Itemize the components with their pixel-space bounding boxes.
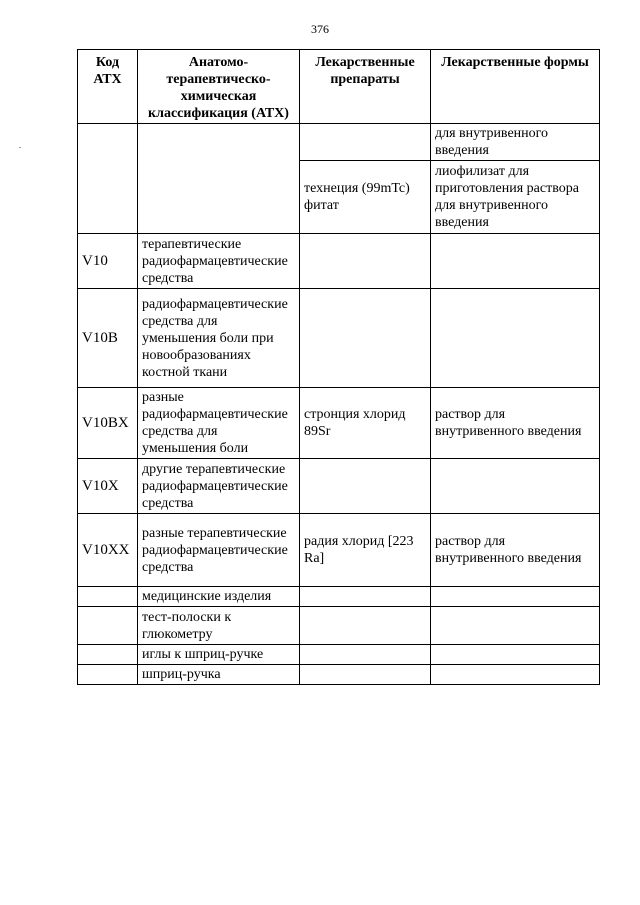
cell-form	[431, 234, 600, 289]
table-header-row	[78, 50, 600, 124]
cell-code: V10BX	[78, 388, 138, 459]
cell-classification: тест-полоски к глюкометру	[138, 607, 300, 645]
cell-form	[431, 645, 600, 665]
cell-drug	[300, 645, 431, 665]
header-atx-classification: Анатомо-терапевтическо-химическая классификация (АТХ)	[138, 50, 300, 124]
header-dosage-forms: Лекарственные формы	[431, 50, 600, 124]
atx-table	[77, 49, 600, 685]
cell-classification: шприц-ручка	[138, 665, 300, 685]
table-row	[78, 645, 600, 665]
cell-classification: иглы к шприц-ручке	[138, 645, 300, 665]
cell-form	[431, 289, 600, 388]
cell-classification: радиофармацевтические средства для уменьшения боли при новообразованиях костной ткани	[138, 289, 300, 388]
cell-classification: другие терапевтические радиофармацевтические средства	[138, 459, 300, 514]
table-row	[78, 459, 600, 514]
table-row	[78, 665, 600, 685]
cell-code	[78, 607, 138, 645]
cell-drug: технеция (99mTc) фитат	[300, 161, 431, 234]
cell-form	[431, 459, 600, 514]
cell-classification: разные терапевтические радиофармацевтические средства	[138, 514, 300, 587]
cell-code: V10X	[78, 459, 138, 514]
page-number: 376	[311, 22, 329, 36]
cell-drug	[300, 607, 431, 645]
cell-drug	[300, 665, 431, 685]
table-row	[78, 388, 600, 459]
table-row	[78, 124, 600, 161]
cell-form	[431, 665, 600, 685]
cell-classification: терапевтические радиофармацевтические средства	[138, 234, 300, 289]
cell-code: V10B	[78, 289, 138, 388]
cell-classification	[138, 124, 300, 234]
cell-drug	[300, 289, 431, 388]
cell-drug	[300, 587, 431, 607]
header-drugs: Лекарственные препараты	[300, 50, 431, 124]
cell-code: V10XX	[78, 514, 138, 587]
cell-code: V10	[78, 234, 138, 289]
cell-classification: медицинские изделия	[138, 587, 300, 607]
table-row	[78, 587, 600, 607]
cell-form: лиофилизат для приготовления раствора для внутривенного введения	[431, 161, 600, 234]
table-row	[78, 234, 600, 289]
cell-form: раствор для внутривенного введения	[431, 514, 600, 587]
cell-drug: радия хлорид [223 Ra]	[300, 514, 431, 587]
cell-drug	[300, 459, 431, 514]
table-row	[78, 607, 600, 645]
cell-code	[78, 587, 138, 607]
cell-drug: стронция хлорид 89Sr	[300, 388, 431, 459]
cell-code	[78, 645, 138, 665]
header-atx-code: Код АТХ	[78, 50, 138, 124]
cell-form: для внутривенного введения	[431, 124, 600, 161]
cell-drug	[300, 234, 431, 289]
cell-form: раствор для внутривенного введения	[431, 388, 600, 459]
cell-code	[78, 124, 138, 234]
scan-artifact	[19, 147, 21, 148]
cell-form	[431, 607, 600, 645]
table-row	[78, 514, 600, 587]
table-row	[78, 289, 600, 388]
cell-classification: разные радиофармацевтические средства для уменьшения боли	[138, 388, 300, 459]
cell-code	[78, 665, 138, 685]
cell-form	[431, 587, 600, 607]
cell-drug	[300, 124, 431, 161]
